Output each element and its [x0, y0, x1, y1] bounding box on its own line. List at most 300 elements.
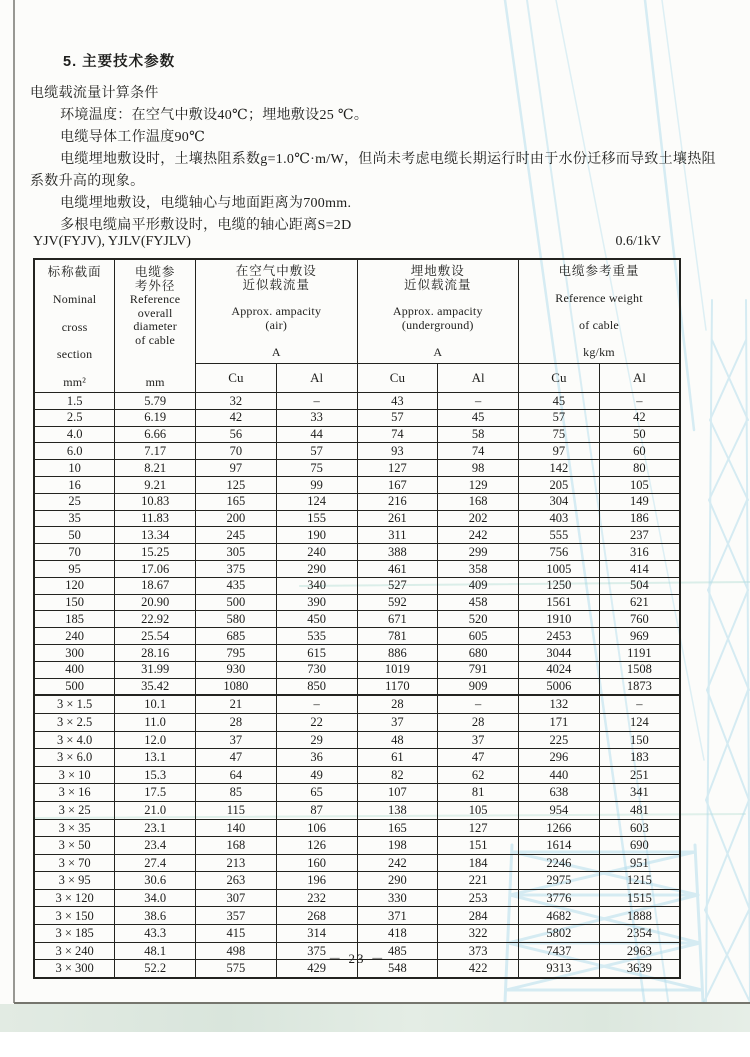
table-cell: 1508 — [599, 661, 680, 678]
table-cell: 37 — [357, 713, 438, 731]
table-cell: 409 — [438, 577, 519, 594]
table-row — [34, 409, 680, 426]
table-cell: 263 — [196, 872, 277, 890]
table-cell: 4682 — [519, 907, 600, 925]
header-col2-en4: of cable — [135, 332, 176, 347]
table-cell: 909 — [438, 678, 519, 695]
table-cell: 555 — [519, 527, 600, 544]
table-cell: 150 — [34, 594, 115, 611]
table-cell: 21.0 — [115, 801, 196, 819]
table-cell: 18.67 — [115, 577, 196, 594]
table-caption-row — [33, 234, 681, 250]
table-cell: 50 — [34, 527, 115, 544]
table-cell: 5006 — [519, 678, 600, 695]
table-cell: 22.92 — [115, 611, 196, 628]
table-cell: 2963 — [599, 942, 680, 960]
table-row — [34, 889, 680, 907]
table-cell: 200 — [196, 510, 277, 527]
table-cell: 2354 — [599, 925, 680, 943]
table-cell: 969 — [599, 628, 680, 645]
table-cell: 165 — [196, 493, 277, 510]
table-cell: 57 — [276, 443, 357, 460]
table-cell: 375 — [276, 942, 357, 960]
table-cell: 98 — [438, 460, 519, 477]
table-cell: 3 × 95 — [34, 872, 115, 890]
table-cell: 1888 — [599, 907, 680, 925]
header-wt-en2: of cable — [579, 317, 619, 332]
table-cell: 304 — [519, 493, 600, 510]
table-cell: 580 — [196, 611, 277, 628]
table-cell: 15.25 — [115, 544, 196, 561]
table-cell: 548 — [357, 960, 438, 978]
paragraph-soil-resistance: 电缆埋地敷设时，土壤热阻系数g=1.0℃·m/W，但尚未考虑电缆长期运行时由于水份迁移而导致土壤热阻系数升高的现象。 — [30, 152, 716, 189]
table-cell: 458 — [438, 594, 519, 611]
table-row — [34, 695, 680, 713]
table-cell: 388 — [357, 544, 438, 561]
table-cell: 13.34 — [115, 527, 196, 544]
table-cell: 5.79 — [115, 393, 196, 410]
table-cell: 126 — [276, 837, 357, 855]
section-title: 5. 主要技术参数 — [63, 54, 176, 70]
table-cell: 527 — [357, 577, 438, 594]
table-cell: 10.1 — [115, 695, 196, 713]
table-cell: 886 — [357, 644, 438, 661]
table-cell: 284 — [438, 907, 519, 925]
table-cell: 268 — [276, 907, 357, 925]
table-cell: 3639 — [599, 960, 680, 978]
table-cell: 3 × 16 — [34, 784, 115, 802]
table-cell: 85 — [196, 784, 277, 802]
table-cell: 2453 — [519, 628, 600, 645]
table-cell: 184 — [438, 854, 519, 872]
table-cell: 730 — [276, 661, 357, 678]
table-cell: 10.83 — [115, 493, 196, 510]
header-ug-zh2: 近似载流量 — [403, 278, 472, 292]
subheader-wt-cu: Cu — [519, 364, 600, 393]
table-cell: 44 — [276, 426, 357, 443]
table-cell: 340 — [276, 577, 357, 594]
table-cell: 3044 — [519, 644, 600, 661]
paragraph-ambient-temp: 环境温度：在空气中敷设40℃；埋地敷设25 ℃。 — [60, 108, 369, 123]
table-cell: 42 — [599, 409, 680, 426]
table-cell: 3 × 240 — [34, 942, 115, 960]
table-cell: 422 — [438, 960, 519, 978]
table-cell: 504 — [599, 577, 680, 594]
table-cell: 435 — [196, 577, 277, 594]
table-row — [34, 510, 680, 527]
table-cell: 168 — [196, 837, 277, 855]
table-cell: 37 — [438, 731, 519, 749]
cable-spec-table — [33, 258, 681, 979]
table-cell: 237 — [599, 527, 680, 544]
table-cell: 330 — [357, 889, 438, 907]
table-cell: 1873 — [599, 678, 680, 695]
table-cell: 99 — [276, 476, 357, 493]
table-row — [34, 784, 680, 802]
header-ampacity-air-group — [196, 259, 358, 364]
table-cell: 621 — [599, 594, 680, 611]
table-row — [34, 628, 680, 645]
table-cell: 149 — [599, 493, 680, 510]
table-cell: 8.21 — [115, 460, 196, 477]
table-cell: 12.0 — [115, 731, 196, 749]
table-cell: 1614 — [519, 837, 600, 855]
table-cell: 954 — [519, 801, 600, 819]
table-cell: 1215 — [599, 872, 680, 890]
table-cell: 3 × 150 — [34, 907, 115, 925]
table-row — [34, 925, 680, 943]
table-cell: 760 — [599, 611, 680, 628]
table-cell: 151 — [438, 837, 519, 855]
table-cell: 2246 — [519, 854, 600, 872]
table-row — [34, 731, 680, 749]
table-cell: 290 — [276, 560, 357, 577]
table-cell: 32 — [196, 393, 277, 410]
table-cell: 38.6 — [115, 907, 196, 925]
table-cell: 142 — [519, 460, 600, 477]
table-cell: 690 — [599, 837, 680, 855]
table-cell: 314 — [276, 925, 357, 943]
table-cell: 25.54 — [115, 628, 196, 645]
table-cell: 62 — [438, 766, 519, 784]
table-row — [34, 749, 680, 767]
table-row — [34, 678, 680, 695]
table-cell: 33 — [276, 409, 357, 426]
table-cell: 65 — [276, 784, 357, 802]
table-row — [34, 801, 680, 819]
table-cell: 45 — [438, 409, 519, 426]
table-cell: 16 — [34, 476, 115, 493]
table-cell: 13.1 — [115, 749, 196, 767]
table-cell: 299 — [438, 544, 519, 561]
table-row — [34, 872, 680, 890]
table-cell: 485 — [357, 942, 438, 960]
table-cell: 57 — [357, 409, 438, 426]
table-cell: 242 — [357, 854, 438, 872]
single-core-rows — [34, 393, 680, 696]
table-cell: 105 — [438, 801, 519, 819]
table-cell: 9.21 — [115, 476, 196, 493]
table-cell: 50 — [599, 426, 680, 443]
table-cell: 4024 — [519, 661, 600, 678]
table-cell: 81 — [438, 784, 519, 802]
table-cell: 17.06 — [115, 560, 196, 577]
table-cell: 42 — [196, 409, 277, 426]
table-cell: 124 — [276, 493, 357, 510]
table-cell: 124 — [599, 713, 680, 731]
table-cell: 951 — [599, 854, 680, 872]
table-cell: 3 × 120 — [34, 889, 115, 907]
table-cell: 2975 — [519, 872, 600, 890]
table-cell: 253 — [438, 889, 519, 907]
table-cell: 20.90 — [115, 594, 196, 611]
table-cell: 1080 — [196, 678, 277, 695]
table-row — [34, 527, 680, 544]
table-row — [34, 907, 680, 925]
table-cell: 4.0 — [34, 426, 115, 443]
table-cell: 3 × 70 — [34, 854, 115, 872]
table-row — [34, 644, 680, 661]
header-col1-unit: mm² — [63, 374, 87, 389]
table-cell: 3 × 185 — [34, 925, 115, 943]
table-row — [34, 426, 680, 443]
table-row — [34, 661, 680, 678]
table-cell: 105 — [599, 476, 680, 493]
table-cell: 127 — [438, 819, 519, 837]
table-cell: 685 — [196, 628, 277, 645]
table-cell: 75 — [276, 460, 357, 477]
table-cell: 638 — [519, 784, 600, 802]
table-cell: 15.3 — [115, 766, 196, 784]
table-cell: 190 — [276, 527, 357, 544]
table-cell: 1250 — [519, 577, 600, 594]
table-cell: 17.5 — [115, 784, 196, 802]
table-row — [34, 837, 680, 855]
table-cell: 225 — [519, 731, 600, 749]
table-cell: 680 — [438, 644, 519, 661]
table-cell: 30.6 — [115, 872, 196, 890]
table-row — [34, 393, 680, 410]
table-cell: 357 — [196, 907, 277, 925]
table-cell: 240 — [34, 628, 115, 645]
table-cell: 23.4 — [115, 837, 196, 855]
table-cell: 25 — [34, 493, 115, 510]
header-weight-group — [519, 259, 681, 364]
table-cell: 429 — [276, 960, 357, 978]
table-cell: – — [438, 695, 519, 713]
table-cell: 64 — [196, 766, 277, 784]
table-cell: 615 — [276, 644, 357, 661]
header-col1-en2: cross — [61, 319, 88, 334]
table-cell: 3 × 300 — [34, 960, 115, 978]
cable-model-label: YJV(FYJV), YJLV(FYJLV) — [33, 234, 191, 249]
table-cell: 1191 — [599, 644, 680, 661]
table-cell: 52.2 — [115, 960, 196, 978]
subheader-air-cu: Cu — [196, 364, 277, 393]
table-row — [34, 611, 680, 628]
table-row — [34, 443, 680, 460]
header-ampacity-underground-group — [357, 259, 519, 364]
paragraph-burial-depth: 电缆埋地敷设，电缆轴心与地面距离为700mm. — [60, 196, 352, 211]
table-cell: 498 — [196, 942, 277, 960]
table-cell: 213 — [196, 854, 277, 872]
table-cell: 251 — [599, 766, 680, 784]
table-cell: 2.5 — [34, 409, 115, 426]
table-cell: 311 — [357, 527, 438, 544]
table-cell: 70 — [34, 544, 115, 561]
table-cell: 115 — [196, 801, 277, 819]
table-cell: 6.19 — [115, 409, 196, 426]
table-cell: 520 — [438, 611, 519, 628]
table-row — [34, 493, 680, 510]
next-page-edge-band — [0, 1004, 750, 1032]
table-cell: 6.0 — [34, 443, 115, 460]
table-cell: – — [276, 393, 357, 410]
header-col2-zh1: 电缆参 — [134, 265, 176, 279]
table-cell: 245 — [196, 527, 277, 544]
table-cell: 242 — [438, 527, 519, 544]
table-cell: 850 — [276, 678, 357, 695]
table-cell: 1515 — [599, 889, 680, 907]
table-cell: 3 × 35 — [34, 819, 115, 837]
header-reference-diameter — [115, 259, 196, 393]
table-row — [34, 594, 680, 611]
table-cell: 7.17 — [115, 443, 196, 460]
table-cell: 592 — [357, 594, 438, 611]
table-cell: 27.4 — [115, 854, 196, 872]
table-cell: 322 — [438, 925, 519, 943]
table-cell: 74 — [438, 443, 519, 460]
table-cell: 70 — [196, 443, 277, 460]
table-cell: 358 — [438, 560, 519, 577]
table-row — [34, 460, 680, 477]
paragraph-conditions: 电缆载流量计算条件 — [30, 86, 159, 101]
table-cell: 795 — [196, 644, 277, 661]
header-wt-en1: Reference weight — [555, 290, 643, 305]
table-cell: 185 — [34, 611, 115, 628]
table-cell: 261 — [357, 510, 438, 527]
table-cell: 61 — [357, 749, 438, 767]
table-cell: 125 — [196, 476, 277, 493]
table-cell: 186 — [599, 510, 680, 527]
table-cell: 97 — [196, 460, 277, 477]
table-cell: 97 — [519, 443, 600, 460]
table-cell: 196 — [276, 872, 357, 890]
table-cell: 165 — [357, 819, 438, 837]
table-cell: 307 — [196, 889, 277, 907]
table-cell: 1910 — [519, 611, 600, 628]
scanner-background — [0, 1032, 750, 1057]
table-cell: 791 — [438, 661, 519, 678]
table-cell: 28 — [438, 713, 519, 731]
table-cell: 31.99 — [115, 661, 196, 678]
table-cell: 7437 — [519, 942, 600, 960]
table-cell: 221 — [438, 872, 519, 890]
table-cell: 671 — [357, 611, 438, 628]
table-cell: 3776 — [519, 889, 600, 907]
table-cell: 1005 — [519, 560, 600, 577]
voltage-rating-label: 0.6/1kV — [615, 234, 661, 249]
table-cell: 29 — [276, 731, 357, 749]
table-cell: 375 — [196, 560, 277, 577]
table-cell: 403 — [519, 510, 600, 527]
table-row — [34, 560, 680, 577]
table-cell: 5802 — [519, 925, 600, 943]
table-cell: 290 — [357, 872, 438, 890]
table-cell: 414 — [599, 560, 680, 577]
table-cell: 3 × 10 — [34, 766, 115, 784]
table-cell: 48.1 — [115, 942, 196, 960]
table-cell: 481 — [599, 801, 680, 819]
table-cell: 43 — [357, 393, 438, 410]
table-cell: 198 — [357, 837, 438, 855]
table-cell: 3 × 50 — [34, 837, 115, 855]
paragraph-axis-distance: 多根电缆扁平形敷设时，电缆的轴心距离S=2D — [60, 218, 352, 233]
table-cell: 107 — [357, 784, 438, 802]
intro-text-block — [30, 50, 720, 237]
table-cell: 155 — [276, 510, 357, 527]
table-cell: 132 — [519, 695, 600, 713]
table-row — [34, 577, 680, 594]
table-cell: 10 — [34, 460, 115, 477]
table-cell: 35 — [34, 510, 115, 527]
table-cell: 58 — [438, 426, 519, 443]
table-cell: 3 × 2.5 — [34, 713, 115, 731]
table-cell: 240 — [276, 544, 357, 561]
table-cell: 390 — [276, 594, 357, 611]
table-cell: 80 — [599, 460, 680, 477]
table-cell: 461 — [357, 560, 438, 577]
table-cell: 56 — [196, 426, 277, 443]
table-cell: 82 — [357, 766, 438, 784]
table-cell: 45 — [519, 393, 600, 410]
table-cell: 28 — [357, 695, 438, 713]
table-cell: 1266 — [519, 819, 600, 837]
table-cell: 216 — [357, 493, 438, 510]
table-cell: 34.0 — [115, 889, 196, 907]
table-cell: 11.83 — [115, 510, 196, 527]
table-cell: 603 — [599, 819, 680, 837]
table-cell: 48 — [357, 731, 438, 749]
table-cell: 781 — [357, 628, 438, 645]
table-cell: 22 — [276, 713, 357, 731]
table-cell: 150 — [599, 731, 680, 749]
table-cell: 341 — [599, 784, 680, 802]
table-cell: 171 — [519, 713, 600, 731]
table-cell: 1019 — [357, 661, 438, 678]
table-cell: 202 — [438, 510, 519, 527]
table-cell: 127 — [357, 460, 438, 477]
table-cell: 3 × 6.0 — [34, 749, 115, 767]
table-cell: 296 — [519, 749, 600, 767]
table-cell: 49 — [276, 766, 357, 784]
table-cell: 535 — [276, 628, 357, 645]
table-cell: 28 — [196, 713, 277, 731]
header-col2-en3: diameter — [133, 319, 177, 333]
table-cell: 75 — [519, 426, 600, 443]
header-air-unit: A — [271, 344, 281, 359]
header-ug-zh1: 埋地敷设 — [410, 264, 465, 278]
table-cell: 11.0 — [115, 713, 196, 731]
table-cell: 87 — [276, 801, 357, 819]
table-cell: 95 — [34, 560, 115, 577]
table-cell: 605 — [438, 628, 519, 645]
table-cell: – — [599, 695, 680, 713]
table-cell: 47 — [196, 749, 277, 767]
table-row — [34, 544, 680, 561]
header-wt-zh: 电缆参考重量 — [558, 264, 640, 278]
table-cell: 93 — [357, 443, 438, 460]
paragraph-conductor-temp: 电缆导体工作温度90℃ — [60, 130, 206, 145]
header-col2-unit: mm — [145, 374, 165, 389]
table-cell: 35.42 — [115, 678, 196, 695]
header-col2-zh2: 考外径 — [134, 279, 176, 293]
table-cell: 9313 — [519, 960, 600, 978]
multi-core-rows — [34, 695, 680, 978]
table-cell: 756 — [519, 544, 600, 561]
table-cell: 43.3 — [115, 925, 196, 943]
table-cell: – — [276, 695, 357, 713]
table-cell: 120 — [34, 577, 115, 594]
table-cell: 300 — [34, 644, 115, 661]
table-row — [34, 713, 680, 731]
table-cell: 400 — [34, 661, 115, 678]
header-col1-en1: Nominal — [52, 292, 97, 306]
header-air-en2: (air) — [265, 317, 288, 332]
table-cell: 418 — [357, 925, 438, 943]
header-col2-en1: Reference — [129, 292, 181, 306]
table-cell: 440 — [519, 766, 600, 784]
